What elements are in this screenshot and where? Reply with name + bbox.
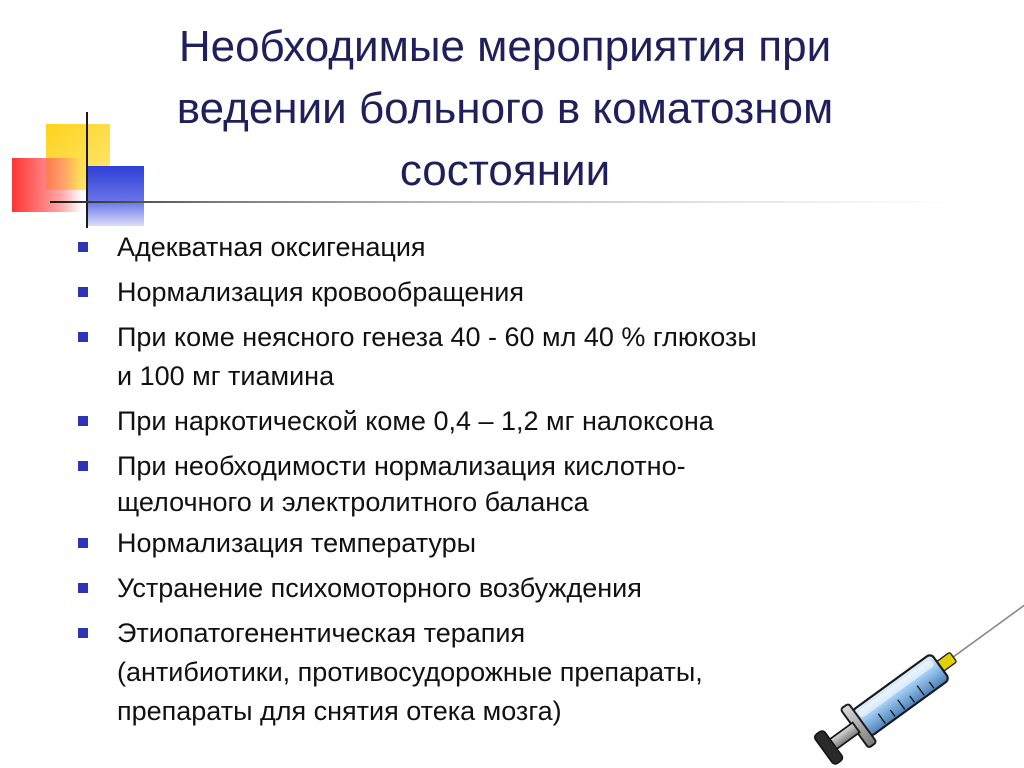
bullet-icon <box>78 538 88 548</box>
list-item-text: Устранение психомоторного возбуждения <box>117 573 642 603</box>
list-item-text: препараты для снятия отека мозга) <box>117 696 562 726</box>
bullet-icon <box>78 416 88 426</box>
list-item-text: При необходимости нормализация кислотно- <box>117 451 686 481</box>
list-item <box>78 273 958 312</box>
bullet-icon <box>78 583 88 593</box>
list-item <box>78 318 958 396</box>
bullet-icon <box>78 628 88 638</box>
list-item-text: При наркотической коме 0,4 – 1,2 мг налоксона <box>117 406 714 436</box>
bullet-icon <box>78 332 88 342</box>
bullet-icon <box>78 461 88 471</box>
list-item-text: Нормализация кровообращения <box>117 277 524 307</box>
list-item-text: щелочного и электролитного баланса <box>117 487 589 517</box>
title-line: состоянии <box>399 146 611 195</box>
list-item <box>78 447 958 518</box>
list-item-text: Нормализация температуры <box>117 528 477 558</box>
bullet-icon <box>78 242 88 252</box>
list-item-text: и 100 мг тиамина <box>117 361 335 391</box>
syringe-icon <box>808 600 1024 768</box>
bullet-icon <box>78 287 88 297</box>
list-item <box>78 524 958 563</box>
list-item <box>78 228 958 267</box>
decor-vertical-line <box>86 112 88 228</box>
list-item-text: При коме неясного генеза 40 - 60 мл 40 % глюкозы <box>117 322 757 352</box>
list-item-text: Адекватная оксигенация <box>117 232 426 262</box>
title-line: ведении больного в коматозном <box>176 84 834 133</box>
list-item-text: Этиопатогенентическая терапия <box>117 618 526 648</box>
list-item-text: (антибиотики, противосудорожные препараты, <box>117 657 703 687</box>
slide-title <box>110 16 900 202</box>
title-line: Необходимые мероприятия при <box>178 22 832 71</box>
decor-red-square <box>12 158 82 212</box>
list-item <box>78 402 958 441</box>
